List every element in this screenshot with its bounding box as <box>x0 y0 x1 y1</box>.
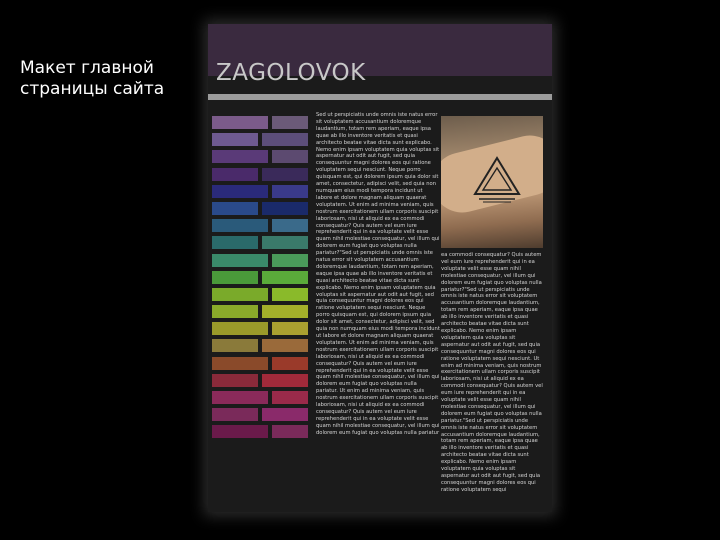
swatch-block <box>212 425 268 438</box>
swatch-row <box>212 131 308 148</box>
swatch-block <box>262 339 308 352</box>
swatch-row <box>212 320 308 337</box>
swatch-block <box>262 133 308 146</box>
swatch-row <box>212 200 308 217</box>
color-swatch-column <box>212 114 308 441</box>
body-text-column-1: Sed ut perspiciatis unde omnis iste natus error sit voluptatem accusantium doloremque laudantium, totam rem aperiam, eaque ipsa quae ab illo inventore veritatis et quasi architecto beatae vitae dicta sunt explicabo. Nemo enim ipsam voluptatem quia voluptas sit aspernatur aut odit aut fugit, sed quia consequuntur magni dolores eos qui ratione voluptatem sequi nesciunt. Neque porro quisquam est, qui dolorem ipsum quia dolor sit amet, consectetur, adipisci velit, sed quia non numquam eius modi tempora incidunt ut labore et dolore magnam aliquam quaerat voluptatem. Ut enim ad minima veniam, quis nostrum exercitationem ullam corporis suscipit laboriosam, nisi ut aliquid ex ea commodi consequatur? Quis autem vel eum iure reprehenderit qui in ea voluptate velit esse quam nihil molestiae consequatur, vel illum qui dolorem eum fugiat quo voluptas nulla pariatur?"Sed ut perspiciatis unde omnis iste natus error sit voluptatem accusantium doloremque laudantium, totam rem aperiam, eaque ipsa quae ab illo inventore veritatis et quasi architecto beatae vitae dicta sunt explicabo. Nemo enim ipsam voluptatem quia voluptas sit aspernatur aut odit aut fugit, sed quia consequuntur magni dolores eos qui ratione voluptatem sequi nesciunt. Neque porro quisquam est, qui dolorem ipsum quia dolor sit amet, consectetur, adipisci velit, sed quia non numquam eius modi tempora incidunt ut labore et dolore magnam aliquam quaerat voluptatem. Ut enim ad minima veniam, quis nostrum exercitationem ullam corporis suscipit laboriosam, nisi ut aliquid ex ea commodi consequatur? Quis autem vel eum iure reprehenderit qui in ea voluptate velit esse quam nihil molestiae consequatur, vel illum qui dolorem eum fugiat quo voluptas nulla pariatur. Ut enim ad minima veniam, quis nostrum exercitationem ullam corporis suscipit laboriosam, nisi ut aliquid ex ea commodi consequatur? Quis autem vel eum iure reprehenderit qui in ea voluptate velit esse quam nihil molestiae consequatur, vel illum qui dolorem eum fugiat quo voluptas nulla pariatur <box>316 112 440 436</box>
swatch-block <box>212 254 268 267</box>
swatch-block <box>212 219 268 232</box>
swatch-block <box>272 185 308 198</box>
swatch-block <box>262 374 308 387</box>
swatch-block <box>262 408 308 421</box>
swatch-row <box>212 114 308 131</box>
swatch-row <box>212 269 308 286</box>
swatch-row <box>212 337 308 354</box>
swatch-block <box>272 357 308 370</box>
swatch-block <box>212 271 258 284</box>
swatch-block <box>272 116 308 129</box>
swatch-row <box>212 234 308 251</box>
swatch-row <box>212 423 308 440</box>
swatch-block <box>212 236 258 249</box>
swatch-row <box>212 252 308 269</box>
swatch-block <box>272 322 308 335</box>
swatch-block <box>212 185 268 198</box>
swatch-block <box>212 150 268 163</box>
swatch-block <box>212 339 258 352</box>
swatch-block <box>212 357 268 370</box>
swatch-row <box>212 166 308 183</box>
swatch-block <box>212 408 258 421</box>
swatch-row <box>212 286 308 303</box>
swatch-block <box>272 391 308 404</box>
swatch-block <box>212 202 258 215</box>
swatch-row <box>212 406 308 423</box>
swatch-row <box>212 148 308 165</box>
swatch-row <box>212 183 308 200</box>
swatch-block <box>272 425 308 438</box>
body-text-column-2: ea commodi consequatur? Quis autem vel eum iure reprehenderit qui in ea voluptate velit esse quam nihil molestiae consequatur, vel illum qui dolorem eum fugiat quo voluptas nulla pariatur?"Sed ut perspiciatis unde omnis iste natus error sit voluptatem accusantium doloremque laudantium, totam rem aperiam, eaque ipsa quae ab illo inventore veritatis et quasi architecto beatae vitae dicta sunt explicabo. Nemo enim ipsam voluptatem quia voluptas sit aspernatur aut odit aut fugit, sed quia consequuntur magni dolores eos qui ratione voluptatem sequi nesciunt. Ut enim ad minima veniam, quis nostrum exercitationem ullam corporis suscipit laboriosam, nisi ut aliquid ex ea commodi consequatur? Quis autem vel eum iure reprehenderit qui in ea voluptate velit esse quam nihil molestiae consequatur, vel illum qui dolorem eum fugiat quo voluptas nulla pariatur."Sed ut perspiciatis unde omnis iste natus error sit voluptatem accusantium doloremque laudantium, totam rem aperiam, eaque ipsa quae ab illo inventore veritatis et quasi architecto beatae vitae dicta sunt explicabo. Nemo enim ipsam voluptatem quia voluptas sit aspernatur aut odit aut fugit, sed quia consequuntur magni dolores eos qui ratione voluptatem sequi <box>441 252 543 493</box>
swatch-block <box>212 133 258 146</box>
header-divider <box>208 94 552 100</box>
swatch-block <box>262 271 308 284</box>
swatch-block <box>262 236 308 249</box>
swatch-block <box>272 150 308 163</box>
swatch-block <box>212 391 268 404</box>
swatch-row <box>212 217 308 234</box>
swatch-block <box>212 288 268 301</box>
swatch-block <box>272 288 308 301</box>
swatch-block <box>212 116 268 129</box>
swatch-row <box>212 372 308 389</box>
triangle-tattoo-icon <box>469 154 525 204</box>
swatch-row <box>212 389 308 406</box>
slide-title: Макет главной страницы сайта <box>20 58 165 99</box>
swatch-block <box>262 168 308 181</box>
swatch-block <box>212 305 258 318</box>
swatch-block <box>212 374 258 387</box>
swatch-row <box>212 303 308 320</box>
swatch-block <box>272 254 308 267</box>
swatch-block <box>262 305 308 318</box>
page-mockup <box>208 24 552 512</box>
swatch-block <box>212 168 258 181</box>
swatch-block <box>262 202 308 215</box>
wrist-tattoo-photo <box>441 116 543 248</box>
swatch-block <box>212 322 268 335</box>
swatch-block <box>272 219 308 232</box>
page-heading: ZAGOLOVOK <box>216 60 366 86</box>
swatch-row <box>212 355 308 372</box>
